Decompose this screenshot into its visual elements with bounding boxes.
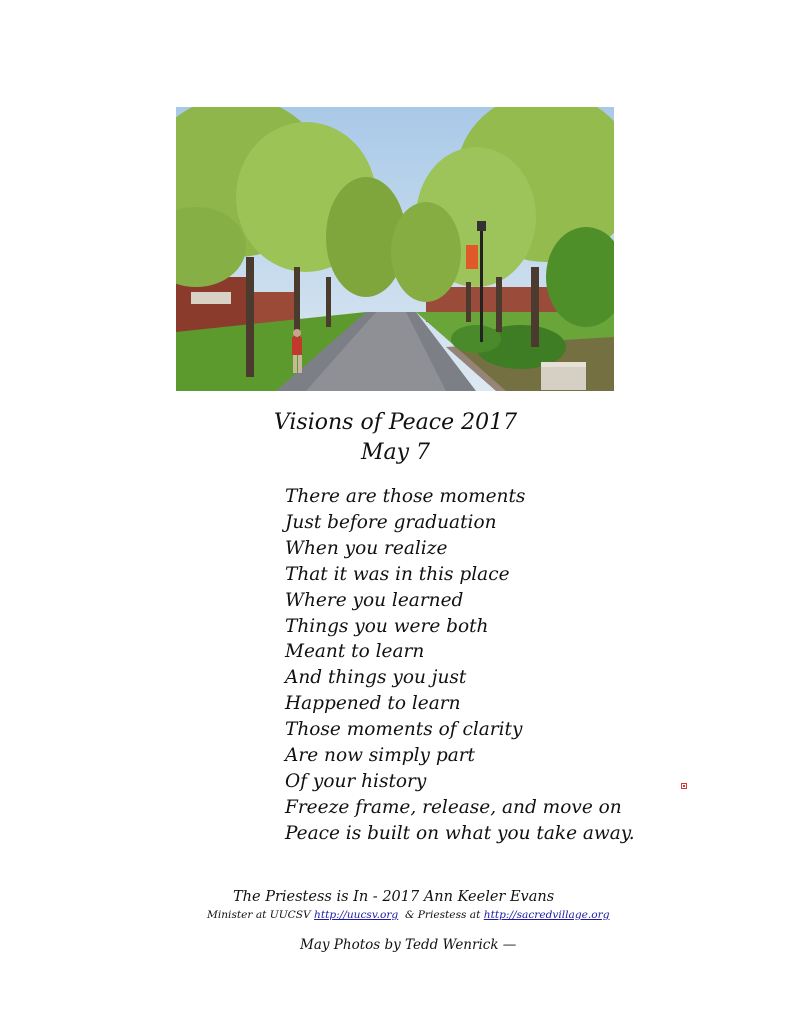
poem-line: Meant to learn	[285, 641, 425, 663]
poem-line: Happened to learn	[285, 693, 461, 715]
poem-line: Just before graduation	[285, 511, 497, 533]
uucsv-link[interactable]: http://uucsv.org	[314, 909, 399, 921]
minister-label: Minister at UUCSV	[207, 909, 311, 921]
poem-line: Of your history	[285, 770, 427, 792]
poem-line: Where you learned	[285, 589, 464, 611]
poem-line: Freeze frame, release, and move on	[285, 796, 622, 818]
header-photo	[176, 107, 614, 391]
poem-line: Things you were both	[285, 615, 489, 637]
poem-title: Visions of Peace 2017	[273, 410, 518, 435]
poem-line: That it was in this place	[285, 563, 510, 585]
poem-line: Peace is built on what you take away.	[285, 822, 635, 844]
poem-date: May 7	[360, 440, 431, 465]
poem-line: There are those moments	[285, 486, 526, 507]
poem-line: When you realize	[285, 537, 448, 559]
poem-line: Those moments of clarity	[285, 719, 523, 741]
poem-body	[285, 484, 685, 847]
annotation-marker-icon[interactable]	[681, 783, 687, 789]
author-credit: The Priestess is In - 2017 Ann Keeler Evans	[233, 889, 555, 905]
poem-line: And things you just	[285, 667, 467, 689]
poem-line: Are now simply part	[285, 745, 475, 767]
affiliation-line	[207, 909, 610, 921]
photo-credit: May Photos by Tedd Wenrick —	[300, 937, 517, 953]
priestess-label: & Priestess at	[404, 909, 481, 921]
sacredvillage-link[interactable]: http://sacredvillage.org	[483, 909, 610, 921]
